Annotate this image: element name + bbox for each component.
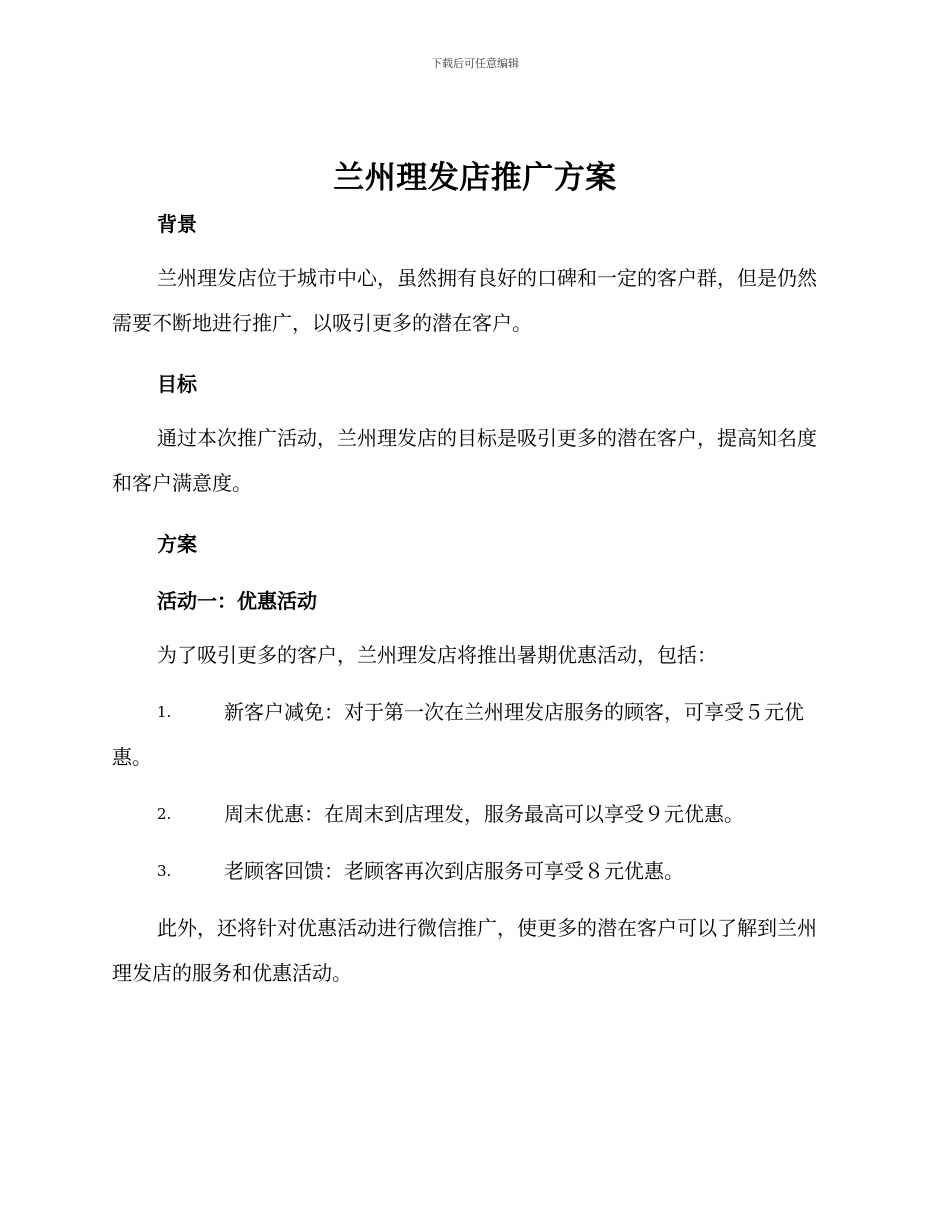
paragraph-activity1-intro: 为了吸引更多的客户，兰州理发店将推出暑期优惠活动，包括：	[157, 643, 717, 667]
list-item-text: 新客户减免：对于第一次在兰州理发店服务的顾客，可享受５元优惠。	[112, 700, 804, 769]
section-heading-goal: 目标	[157, 372, 197, 396]
section-heading-background: 背景	[157, 212, 197, 236]
list-item	[112, 792, 832, 837]
section-heading-plan: 方案	[157, 532, 197, 556]
page-header-note: 下载后可任意编辑	[431, 57, 519, 70]
paragraph-goal: 通过本次推广活动，兰州理发店的目标是吸引更多的潜在客户，提高知名度和客户满意度。	[112, 426, 817, 495]
list-item-number: 2.	[157, 805, 172, 823]
list-item-text: 周末优惠：在周末到店理发，服务最高可以享受９元优惠。	[224, 802, 744, 826]
subsection-heading-activity1: 活动一：优惠活动	[157, 589, 317, 613]
list-item-number: 1.	[157, 703, 172, 721]
list-item	[112, 690, 832, 780]
paragraph-background: 兰州理发店位于城市中心，虽然拥有良好的口碑和一定的客户群，但是仍然需要不断地进行推广，以吸引更多的潜在客户。	[112, 266, 817, 335]
list-item	[112, 849, 832, 894]
document-title: 兰州理发店推广方案	[333, 160, 617, 196]
list-item-text: 老顾客回馈：老顾客再次到店服务可享受８元优惠。	[224, 859, 684, 883]
paragraph-activity1-closing: 此外，还将针对优惠活动进行微信推广，使更多的潜在客户可以了解到兰州理发店的服务和优惠活动。	[112, 916, 817, 985]
list-item-number: 3.	[157, 862, 172, 880]
